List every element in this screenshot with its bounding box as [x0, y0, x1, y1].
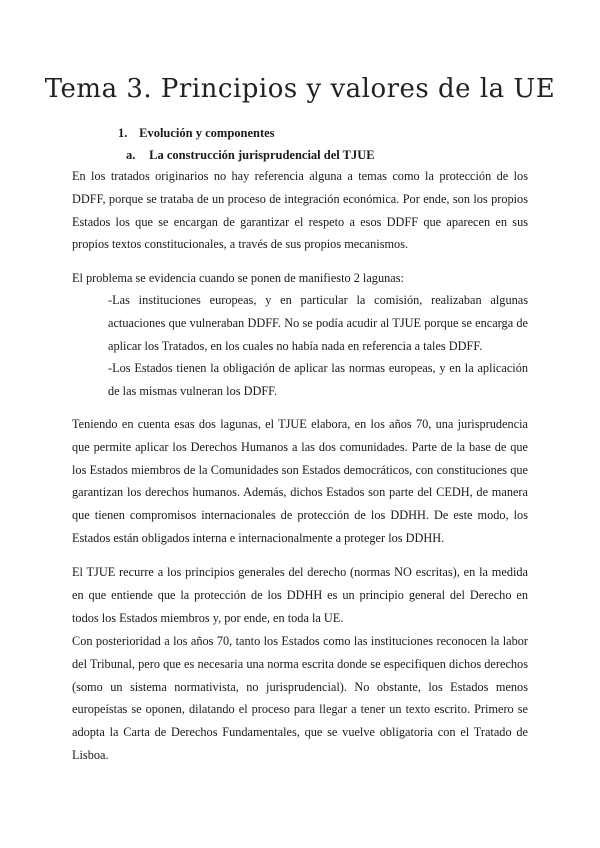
subsection-label: La construcción jurisprudencial del TJUE	[149, 148, 375, 162]
section-heading	[118, 126, 275, 141]
subsection-heading	[126, 148, 375, 163]
paragraph-5: Con posterioridad a los años 70, tanto los Estados como las instituciones reconocen la labor del Tribunal, pero que es necesaria una norma escrita donde se especifiquen dichos derechos (somo un sistema normativista, no jurisprudencial). No obstante, los Estados menos europeístas se oponen, dilatando el proceso para llegar a tener un texto escrito. Primero se adopta la Carta de Derechos Fundamentales, que se vuelve obligatoria con el Tratado de Lisboa.	[72, 634, 528, 762]
bullet-item-1: -Las instituciones europeas, y en particular la comisión, realizaban algunas actuaciones que vulneraban DDFF. No se podía acudir al TJUE porque se encarga de aplicar los Tratados, en los cuales no había nada en referencia a tales DDFF.	[108, 293, 528, 353]
paragraph-2: El problema se evidencia cuando se ponen de manifiesto 2 lagunas:	[72, 271, 404, 285]
document-title: Tema 3. Principios y valores de la UE	[44, 74, 556, 104]
paragraph-1: En los tratados originarios no hay referencia alguna a temas como la protección de los DDFF, porque se trataba de un proceso de integración económica. Por ende, son los propios Estados los que se encargan de garantizar el respeto a esos DDFF que aparecen en sus propios textos constitucionales, a través de sus propios mecanismos.	[72, 169, 528, 252]
subsection-number: a.	[126, 148, 136, 162]
section-label: Evolución y componentes	[139, 126, 275, 140]
paragraph-3: Teniendo en cuenta esas dos lagunas, el TJUE elabora, en los años 70, una jurisprudencia que permite aplicar los Derechos Humanos a las dos comunidades. Parte de la base de que los Estados miembros de la Comunidades son Estados democráticos, con constituciones que garantizan los derechos humanos. Además, dichos Estados son parte del CEDH, de manera que tienen compromisos internacionales de protección de los DDHH. De este modo, los Estados están obligados interna e internacionalmente a proteger los DDHH.	[72, 417, 528, 545]
bullet-item-2: -Los Estados tienen la obligación de aplicar las normas europeas, y en la aplicación de las mismas vulneran los DDFF.	[108, 361, 528, 398]
paragraph-4: El TJUE recurre a los principios generales del derecho (normas NO escritas), en la medida en que entiende que la protección de los DDHH es un principio general del Derecho en todos los Estados miembros y, por ende, en toda la UE.	[72, 565, 528, 625]
section-number: 1.	[118, 126, 128, 140]
